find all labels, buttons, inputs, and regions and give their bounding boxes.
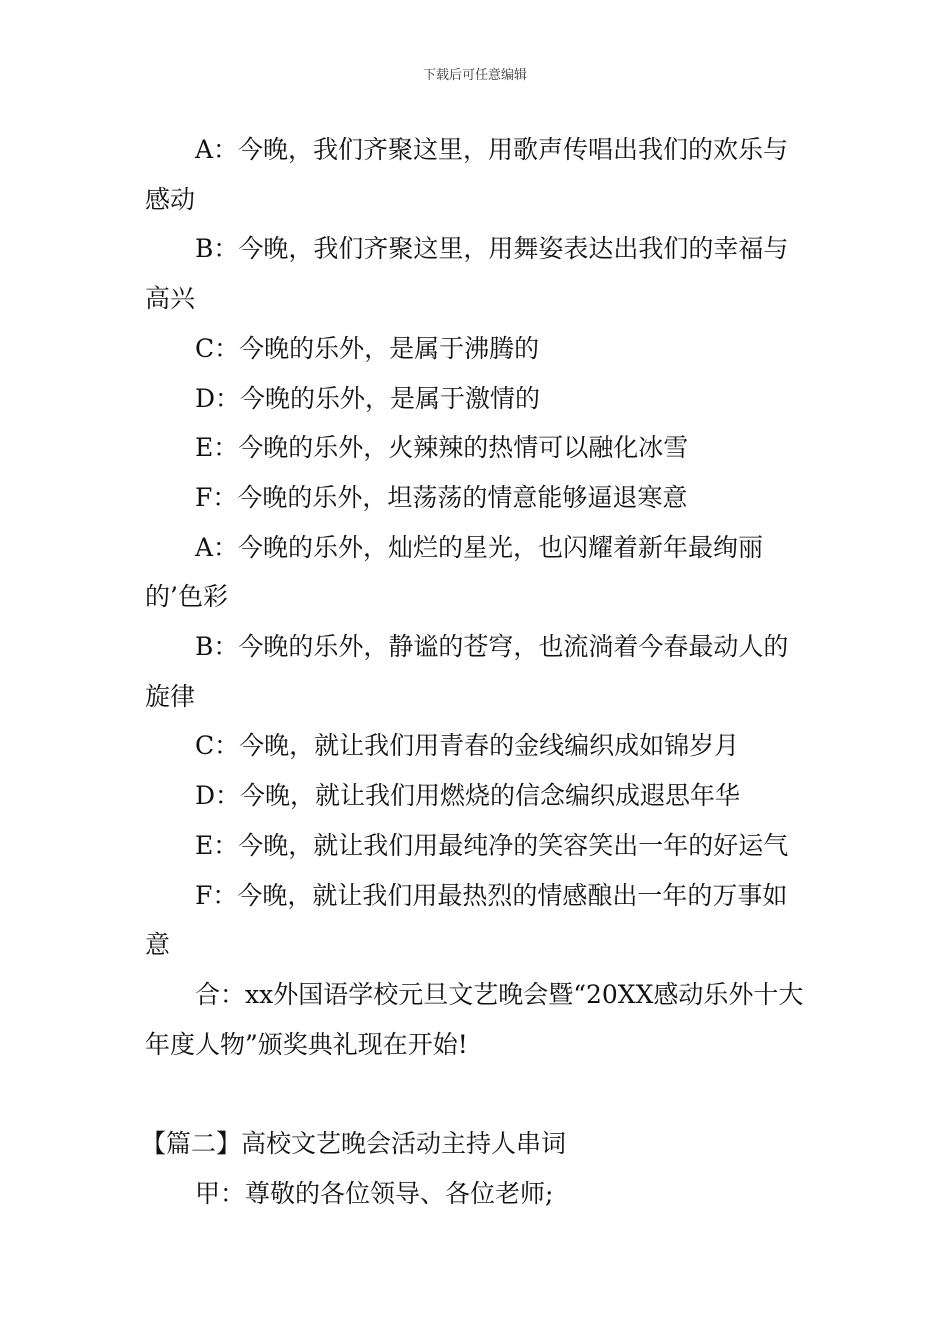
header-note: 下载后可任意编辑 xyxy=(422,68,527,83)
dialogue-paragraph: D：今晚的乐外，是属于激情的 xyxy=(195,383,541,413)
dialogue-paragraph: B：今晚的乐外，静谧的苍穹，也流淌着今春最动人的旋律 xyxy=(145,632,789,711)
section-title: 【篇二】高校文艺晚会活动主持人串词 xyxy=(141,1129,567,1159)
dialogue-paragraph: A：今晚的乐外，灿烂的星光，也闪耀着新年最绚丽的’色彩 xyxy=(145,532,764,612)
dialogue-paragraph: 合：xx外国语学校元旦文艺晚会暨“20XX感动乐外十大年度人物”颁奖典礼现在开始! xyxy=(145,979,804,1059)
paragraph-spacer xyxy=(145,1069,810,1119)
dialogue-paragraph: 甲：尊敬的各位领导、各位老师; xyxy=(195,1179,554,1209)
dialogue-paragraph: D：今晚，就让我们用燃烧的信念编织成遐思年华 xyxy=(195,781,741,811)
dialogue-paragraph: C：今晚，就让我们用青春的金线编织成如锦岁月 xyxy=(195,731,740,761)
dialogue-paragraph: E：今晚的乐外，火辣辣的热情可以融化冰雪 xyxy=(195,433,689,463)
dialogue-paragraph: F：今晚，就让我们用最热烈的情感酿出一年的万事如意 xyxy=(145,880,788,960)
document-body xyxy=(141,125,810,1219)
dialogue-paragraph: A：今晚，我们齐聚这里，用歌声传唱出我们的欢乐与感动 xyxy=(145,135,789,214)
dialogue-paragraph: C：今晚的乐外，是属于沸腾的 xyxy=(195,333,540,363)
dialogue-paragraph: B：今晚，我们齐聚这里，用舞姿表达出我们的幸福与高兴 xyxy=(145,234,789,314)
dialogue-paragraph: E：今晚，就让我们用最纯净的笑容笑出一年的好运气 xyxy=(195,830,789,860)
dialogue-paragraph: F：今晚的乐外，坦荡荡的情意能够逼退寒意 xyxy=(195,482,688,512)
